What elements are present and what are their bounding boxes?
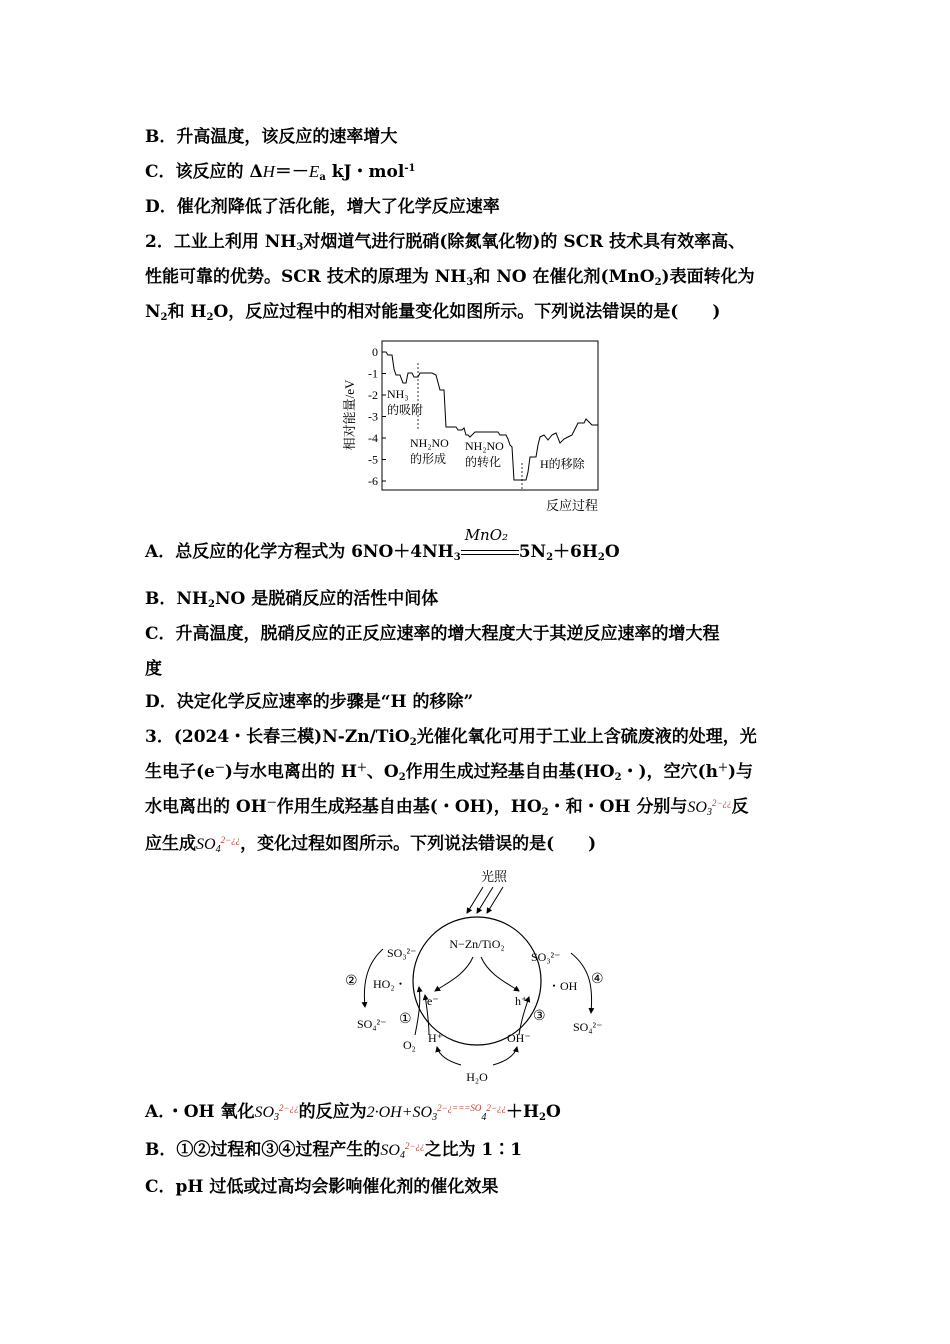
q3a-pre: A．・OH 氧化 xyxy=(145,1102,255,1122)
so4-right: SO₄²⁻ xyxy=(573,1020,603,1034)
step-4: ④ xyxy=(591,972,604,987)
step-1: ① xyxy=(399,1012,412,1027)
q3l3-sup: － xyxy=(266,798,277,809)
q2l2-sub2: 2 xyxy=(654,277,662,288)
q3l4-pre: 应生成 xyxy=(145,834,196,854)
step-3: ③ xyxy=(533,1009,546,1024)
q2l3-b: 和 H xyxy=(167,302,207,322)
q2-option-a xyxy=(145,525,620,565)
chart-ytick-label: -2 xyxy=(368,388,378,402)
q3a-mid: 的反应为 xyxy=(298,1102,367,1122)
q3-line3 xyxy=(145,795,749,820)
q2l2-sub: 3 xyxy=(466,277,474,288)
hplus-label: H⁺ xyxy=(428,1031,443,1045)
q3l2-sup1: － xyxy=(214,763,225,774)
q3l2-mid3: 作用生成过羟基自由基(HO xyxy=(405,762,615,782)
light-ray-2 xyxy=(477,887,493,913)
q3-option-b xyxy=(145,1138,522,1163)
ho2-label: HO₂・ xyxy=(373,977,407,991)
q2l1-post: 对烟道气进行脱硝(除氮氧化物)的 SCR 技术具有效率高、 xyxy=(303,232,746,252)
q3l2-mid: )与水电离出的 H xyxy=(224,762,357,782)
q2l3-c: O，反应过程中的相对能量变化如图所示。下列说法错误的是( ) xyxy=(213,302,721,322)
q2l2-post: )表面转化为 xyxy=(661,267,755,287)
q2b-sub: 2 xyxy=(207,599,215,610)
q3a-equation: $2\cdot OH+SO_3^{2-¿===SO}_4^{2-¿¿}$ xyxy=(366,1103,506,1123)
q3l2-mid4: ・)，空穴(h xyxy=(621,762,719,782)
q2a-post3: O xyxy=(604,542,620,562)
q2a-sub2: 2 xyxy=(546,552,554,563)
q2l1-pre: 2．工业上利用 NH xyxy=(145,232,297,252)
q3-option-c: C．pH 过低或过高均会影响催化剂的催化效果 xyxy=(145,1177,499,1197)
q2l3-sub: 2 xyxy=(160,312,168,323)
chart-ytick-label: -6 xyxy=(368,474,378,488)
o2-label: O₂ xyxy=(403,1038,416,1052)
q3-line4 xyxy=(145,832,596,857)
chart-ann-conv: 的转化 xyxy=(465,455,502,469)
q3l3-end: 反 xyxy=(731,797,749,817)
ohminus-label: OH⁻ xyxy=(507,1031,531,1045)
arrow-h2o-left xyxy=(437,1047,461,1065)
chart-ylabel: 相对能量/eV xyxy=(342,379,357,451)
q2a-pre: A．总反应的化学方程式为 6NO＋4NH xyxy=(145,542,454,562)
q3l2-mid2: 、O xyxy=(366,762,399,782)
so3-right: SO₃²⁻ xyxy=(531,950,561,964)
q3b-ion: $SO_4^{2-¿¿}$ xyxy=(380,1141,425,1161)
chart-ytick-label: 0 xyxy=(372,345,378,359)
q1c-mid: ＝－ xyxy=(274,162,309,182)
q1c-pre: C．该反应的 Δ xyxy=(145,162,263,182)
arrow-h2o-right xyxy=(493,1047,517,1065)
q3l3-mid: 作用生成羟基自由基(・OH)，HO xyxy=(276,797,542,817)
chart-ytick-label: -5 xyxy=(368,452,378,467)
light-label: 光照 xyxy=(480,869,508,884)
chart-ann-nh3: NH₃ xyxy=(387,387,409,401)
q3l4-ion: $SO_4^{2-¿¿}$ xyxy=(196,835,241,855)
q2-line2 xyxy=(145,265,755,289)
q3l2-sup3: ＋ xyxy=(718,763,729,774)
electron-label: e⁻ xyxy=(427,994,439,1008)
oh-radical-label: ・OH xyxy=(548,979,578,993)
chart-ann-hremove: H的移除 xyxy=(540,457,585,471)
q3a-end: O xyxy=(546,1102,561,1122)
q1-option-b: B．升高温度，该反应的速率增大 xyxy=(145,127,398,147)
chart-ann-nh2no2: NH₂NO xyxy=(465,439,504,453)
q2b-post: NO 是脱硝反应的活性中间体 xyxy=(214,589,439,609)
energy-chart xyxy=(340,335,610,520)
chart-ann-adsorb: 的吸附 xyxy=(387,403,424,417)
chart-ytick-label: -1 xyxy=(368,366,378,381)
q3b-pre: B．①②过程和③④过程产生的 xyxy=(145,1140,381,1160)
q3l1-sub: 2 xyxy=(409,737,417,748)
q2a-equals-arrow xyxy=(461,525,519,565)
chart-ytick-label: -3 xyxy=(368,409,378,424)
q1-option-c xyxy=(145,160,415,184)
catalyst-label: N−Zn/TiO₂ xyxy=(449,937,505,951)
q3a-ion: $SO_3^{2-¿¿}$ xyxy=(254,1103,299,1123)
q3-option-a xyxy=(145,1100,561,1125)
arrow-to-e xyxy=(435,957,473,991)
q3b-post: 之比为 1∶1 xyxy=(424,1140,523,1160)
q2-option-d: D．决定化学反应速率的步骤是“H 的移除” xyxy=(145,692,474,712)
q2l2-mid: 和 NO 在催化剂(MnO xyxy=(473,267,655,287)
q2l2-pre: 性能可靠的优势。SCR 技术的原理为 NH xyxy=(145,267,467,287)
step-2: ② xyxy=(345,974,358,989)
chart-ytick-label: -4 xyxy=(368,431,378,445)
photocatalysis-diagram xyxy=(335,865,625,1090)
q1c-post: kJ・mol xyxy=(325,162,405,182)
q2-line1 xyxy=(145,230,745,254)
q2l3-a: N xyxy=(145,302,161,322)
q2a-sub: 3 xyxy=(453,552,461,563)
q3l2-sub2: 2 xyxy=(614,772,622,783)
chart-ann-form: 的形成 xyxy=(410,452,447,466)
q3a-post: ＋H xyxy=(505,1102,540,1122)
chart-yticks xyxy=(368,345,386,488)
q1c-h: H xyxy=(262,162,275,181)
q3l2-sub: 2 xyxy=(398,772,406,783)
light-ray-1 xyxy=(467,887,483,913)
q2-line3 xyxy=(145,300,720,324)
arrow-to-h xyxy=(481,957,519,991)
q1-option-d: D．催化剂降低了活化能，增大了化学反应速率 xyxy=(145,197,500,217)
q2l3-sub2: 2 xyxy=(206,312,214,323)
chart-xlabel: 反应过程 xyxy=(545,498,599,513)
q1c-e: E xyxy=(308,162,320,181)
q3l4-post: ，变化过程如图所示。下列说法错误的是( ) xyxy=(240,834,597,854)
q3-line1 xyxy=(145,725,757,749)
chart-ann-nh2no1: NH₂NO xyxy=(410,436,449,450)
q3l3-ion: $SO_3^{2-¿¿}$ xyxy=(687,798,732,818)
hole-label: h⁺ xyxy=(515,994,528,1008)
q3a-sub: 2 xyxy=(539,1112,546,1123)
so4-left: SO₄²⁻ xyxy=(357,1017,387,1031)
q3l2-pre: 生电子(e xyxy=(145,762,215,782)
q2b-pre: B．NH xyxy=(145,589,208,609)
q3l3-sub: 2 xyxy=(541,807,549,818)
q2-option-c2: 度 xyxy=(145,659,162,679)
q1c-a: a xyxy=(319,172,326,183)
q2a-post1: 5N xyxy=(518,542,547,562)
q3l1-post: 光催化氧化可用于工业上含硫废液的处理，光 xyxy=(416,727,757,747)
q3l2-sup2: ＋ xyxy=(356,763,367,774)
q3l2-post: )与 xyxy=(728,762,754,782)
q2l1-sub: 3 xyxy=(296,242,304,253)
q3l3-post: ・和・OH 分别与 xyxy=(548,797,688,817)
q3l3-pre: 水电离出的 OH xyxy=(145,797,267,817)
h2o-label: H₂O xyxy=(466,1070,488,1084)
q3l1-pre: 3．(2024・长春三模)N-Zn/TiO xyxy=(145,727,410,747)
q2a-post2: ＋6H xyxy=(553,542,598,562)
light-ray-3 xyxy=(487,887,503,913)
arrow-o2-up xyxy=(415,987,420,1035)
q2a-catalyst: MnO₂ xyxy=(464,525,509,544)
q2-option-c1: C．升高温度，脱硝反应的正反应速率的增大程度大于其逆反应速率的增大程 xyxy=(145,624,720,644)
q2-option-b xyxy=(145,587,438,611)
q1c-sup: -1 xyxy=(404,163,416,174)
so3-left: SO₃²⁻ xyxy=(387,946,417,960)
q3-line2 xyxy=(145,760,753,784)
q2a-sub3: 2 xyxy=(597,552,605,563)
